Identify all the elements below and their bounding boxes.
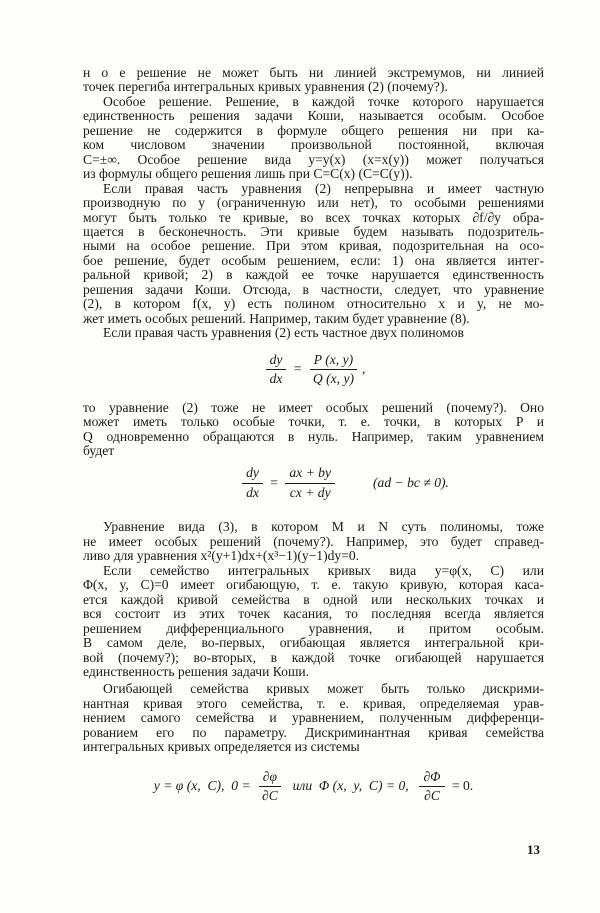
- formula-discriminant-system: [83, 763, 544, 811]
- equals-sign: =: [266, 475, 282, 491]
- text-line: вся состоит из этих точек касания, то последняя всегда является: [83, 606, 544, 622]
- text-line: рованием его по параметру. Дискриминантная кривая семейства: [83, 724, 544, 740]
- paragraph-5: [83, 520, 544, 563]
- fraction-p-q: [309, 353, 358, 387]
- text-line: ливо для уравнения x²(y+1)dx+(x³−1)(y−1)dy=0.: [83, 548, 360, 564]
- text-line: интегральных кривых определяется из системы: [83, 739, 360, 755]
- formula-part: = 0.: [448, 778, 474, 794]
- text-line: ком числовом значении произвольной постоянной, включая: [83, 137, 544, 153]
- fraction-denominator: dx: [269, 371, 283, 387]
- paragraph-0: [83, 66, 544, 95]
- page-text: [83, 66, 544, 811]
- text-line: то уравнение (2) тоже не имеет особых решений (почему?). Оно: [83, 399, 544, 415]
- fraction-numerator: P (x, y): [310, 353, 357, 370]
- text-line: точек перегиба интегральных кривых уравнения (2) (почему?).: [83, 79, 448, 95]
- text-line: решения задачи Коши. Отсюда, в частности, следует, что уравнение: [83, 281, 544, 297]
- formula-condition: (ad − bc ≠ 0).: [373, 475, 449, 491]
- paragraph-3: [83, 326, 544, 340]
- fraction-numerator: dy: [242, 466, 263, 483]
- text-line: Уравнение вида (3), в котором M и N суть полиномы, тоже: [103, 519, 544, 535]
- fraction-denominator: ∂C: [262, 788, 278, 804]
- text-line: C=±∞. Особое решение вида y=y(x) (x=x(y)) может получаться: [83, 151, 544, 167]
- text-line: Если правая часть уравнения (2) есть частное двух полиномов: [103, 325, 464, 341]
- text-line: н о е решение не может быть ни линией экстремумов, ни линией: [83, 65, 544, 80]
- text-line: ными на особое решение. При этом кривая, подозрительная на осо-: [83, 238, 544, 254]
- text-line: решение не содержится в формуле общего решения ни при ка-: [83, 122, 544, 138]
- fraction-denominator: cx + dy: [289, 484, 331, 500]
- paragraph-4: [83, 401, 544, 459]
- formula-punctuation: ,: [362, 361, 366, 377]
- text-line: нантная кривая этого семейства, т. е. кривая, определяемая урав-: [83, 695, 544, 711]
- text-line: Если правая часть уравнения (2) непрерывна и имеет частную: [103, 180, 544, 196]
- text-line: щается в бесконечность. Эти кривые будем называть подозритель-: [83, 223, 544, 239]
- paragraph-7: [83, 682, 544, 754]
- text-line: Если семейство интегральных кривых вида y=φ(x, C) или: [103, 562, 544, 578]
- text-line: единственность решения задачи Коши, называется особым. Особое: [83, 108, 544, 124]
- text-line: производную по y (ограниченную или нет), то особыми решениями: [83, 195, 544, 211]
- fraction-dphi-dc: [258, 770, 282, 804]
- fraction-ax-by: [285, 466, 335, 500]
- text-line: (2), в котором f(x, y) есть полином относительно x и y, не мо-: [83, 296, 544, 312]
- text-line: единственность решения задачи Коши.: [83, 663, 310, 679]
- formula-linear-ratio: [143, 460, 544, 506]
- text-line: из формулы общего решения лишь при C=C(x) (C=C(y)).: [83, 166, 413, 182]
- paragraph-2: [83, 182, 544, 327]
- fraction-numerator: dy: [266, 353, 287, 370]
- page-number: 13: [527, 842, 540, 857]
- text-line: Q одновременно обращаются в нуль. Например, таким уравнением: [83, 428, 544, 444]
- text-line: Особое решение. Решение, в каждой точке которого нарушается: [103, 93, 544, 109]
- fraction-numerator: ∂φ: [259, 770, 281, 787]
- text-line: нением самого семейства и уравнением, полученным дифференци-: [83, 710, 544, 726]
- fraction-denominator: dx: [246, 484, 259, 500]
- text-line: может иметь только особые точки, т. е. точки, в которых P и: [83, 414, 544, 430]
- equals-sign: =: [290, 361, 305, 377]
- text-line: жет иметь особых решений. Например, таким будет уравнение (8).: [83, 310, 470, 326]
- text-line: Огибающей семейства кривых может быть только дискрими-: [103, 681, 544, 697]
- paragraph-1: [83, 95, 544, 182]
- fraction-denominator: ∂C: [424, 788, 440, 804]
- paragraph-6: [83, 564, 544, 680]
- fraction-dy-dx: [242, 466, 263, 500]
- fraction-numerator: ∂Φ: [419, 770, 444, 787]
- text-line: Φ(x, y, C)=0 имеет огибающую, т. е. такую кривую, которая каса-: [83, 577, 544, 593]
- text-line: решением дифференциального уравнения, и притом особым.: [83, 620, 544, 636]
- formula-part: y = φ (x, C), 0 =: [153, 778, 255, 794]
- text-line: могут быть только те кривые, во всех точках которых ∂f/∂y обра-: [83, 209, 544, 225]
- text-line: В самом деле, во-первых, огибающая является интегральной кри-: [83, 635, 544, 651]
- text-line: ральной кривой; 2) в каждой ее точке нарушается единственность: [83, 267, 544, 283]
- fraction-denominator: Q (x, y): [312, 371, 355, 387]
- text-line: будет: [83, 442, 115, 458]
- fraction-dy-dx: [266, 353, 287, 387]
- fraction-numerator: ax + by: [285, 466, 335, 483]
- text-line: ется каждой кривой семейства в одной или нескольких точках и: [83, 591, 544, 607]
- formula-part: или Φ (x, y, C) = 0,: [285, 778, 416, 794]
- fraction-dPhi-dc: [419, 770, 444, 804]
- text-line: бое решение, будет особым решением, если: 1) она является интег-: [83, 252, 544, 268]
- text-line: вой (почему?); во-вторых, в каждой точке огибающей нарушается: [83, 649, 544, 665]
- text-line: не имеет особых решений (почему?). Например, это будет справед-: [83, 533, 544, 549]
- formula-pq-ratio: [83, 347, 544, 393]
